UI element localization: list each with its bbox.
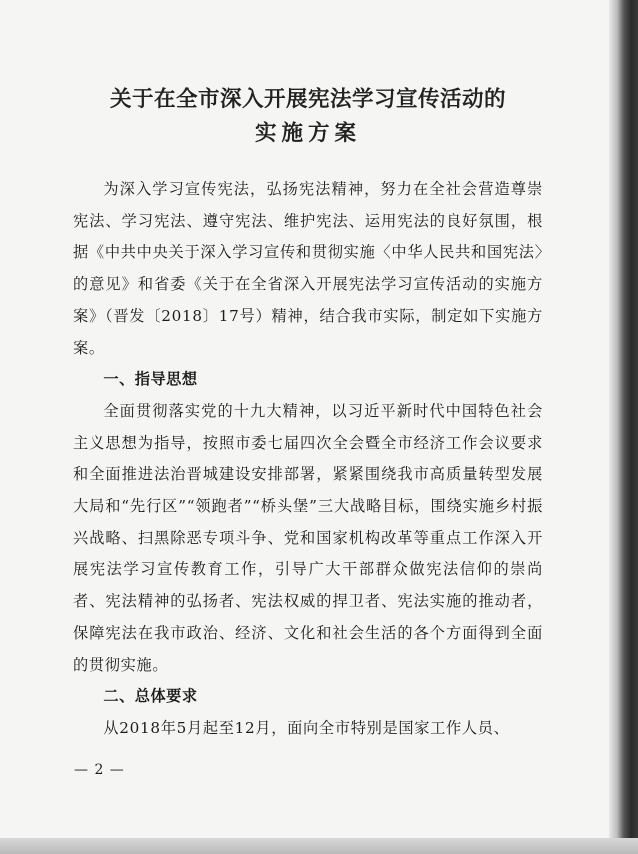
intro-paragraph: 为深入学习宣传宪法，弘扬宪法精神，努力在全社会营造尊崇宪法、学习宪法、遵守宪法、维护宪法、运用宪法的良好氛围，根据《中共中央关于深入学习宣传和贯彻实施〈中华人民共和国宪法〉的意见》和省委《关于在全省深入开展宪法学习宣传活动的实施方案》（晋发〔2018〕17号）精神，结合我市实际，制定如下实施方案。: [73, 180, 543, 357]
document-body: [73, 174, 543, 745]
section-heading-guiding-ideology: 一、指导思想: [103, 370, 198, 389]
section-paragraph-general-requirements: 从2018年5月起至12月，面向全市特别是国家工作人员、: [103, 718, 510, 737]
document-title-subline: 实施方案: [254, 121, 361, 146]
scan-bottom-edge: [0, 838, 638, 854]
section-heading-general-requirements: 二、总体要求: [103, 687, 198, 706]
page-number: — 2 —: [74, 762, 125, 778]
document-title: 关于在全市深入开展宪法学习宣传活动的: [109, 87, 506, 112]
scan-edge-shadow: [609, 0, 638, 838]
section-paragraph-guiding-ideology: 全面贯彻落实党的十九大精神，以习近平新时代中国特色社会主义思想为指导，按照市委七届四次全会暨全市经济工作会议要求和全面推进法治晋城建设安排部署，紧紧围绕我市高质量转型发展大局和“先行区”“领跑者”“桥头堡”三大战略目标，围绕实施乡村振兴战略、扫黑除恶专项斗争、党和国家机构改革等重点工作深入开展宪法学习宣传教育工作，引导广大干部群众做宪法信仰的崇尚者、宪法精神的弘扬者、宪法权威的捍卫者、宪法实施的推动者，保障宪法在我市政治、经济、文化和社会生活的各个方面得到全面的贯彻实施。: [73, 401, 543, 674]
